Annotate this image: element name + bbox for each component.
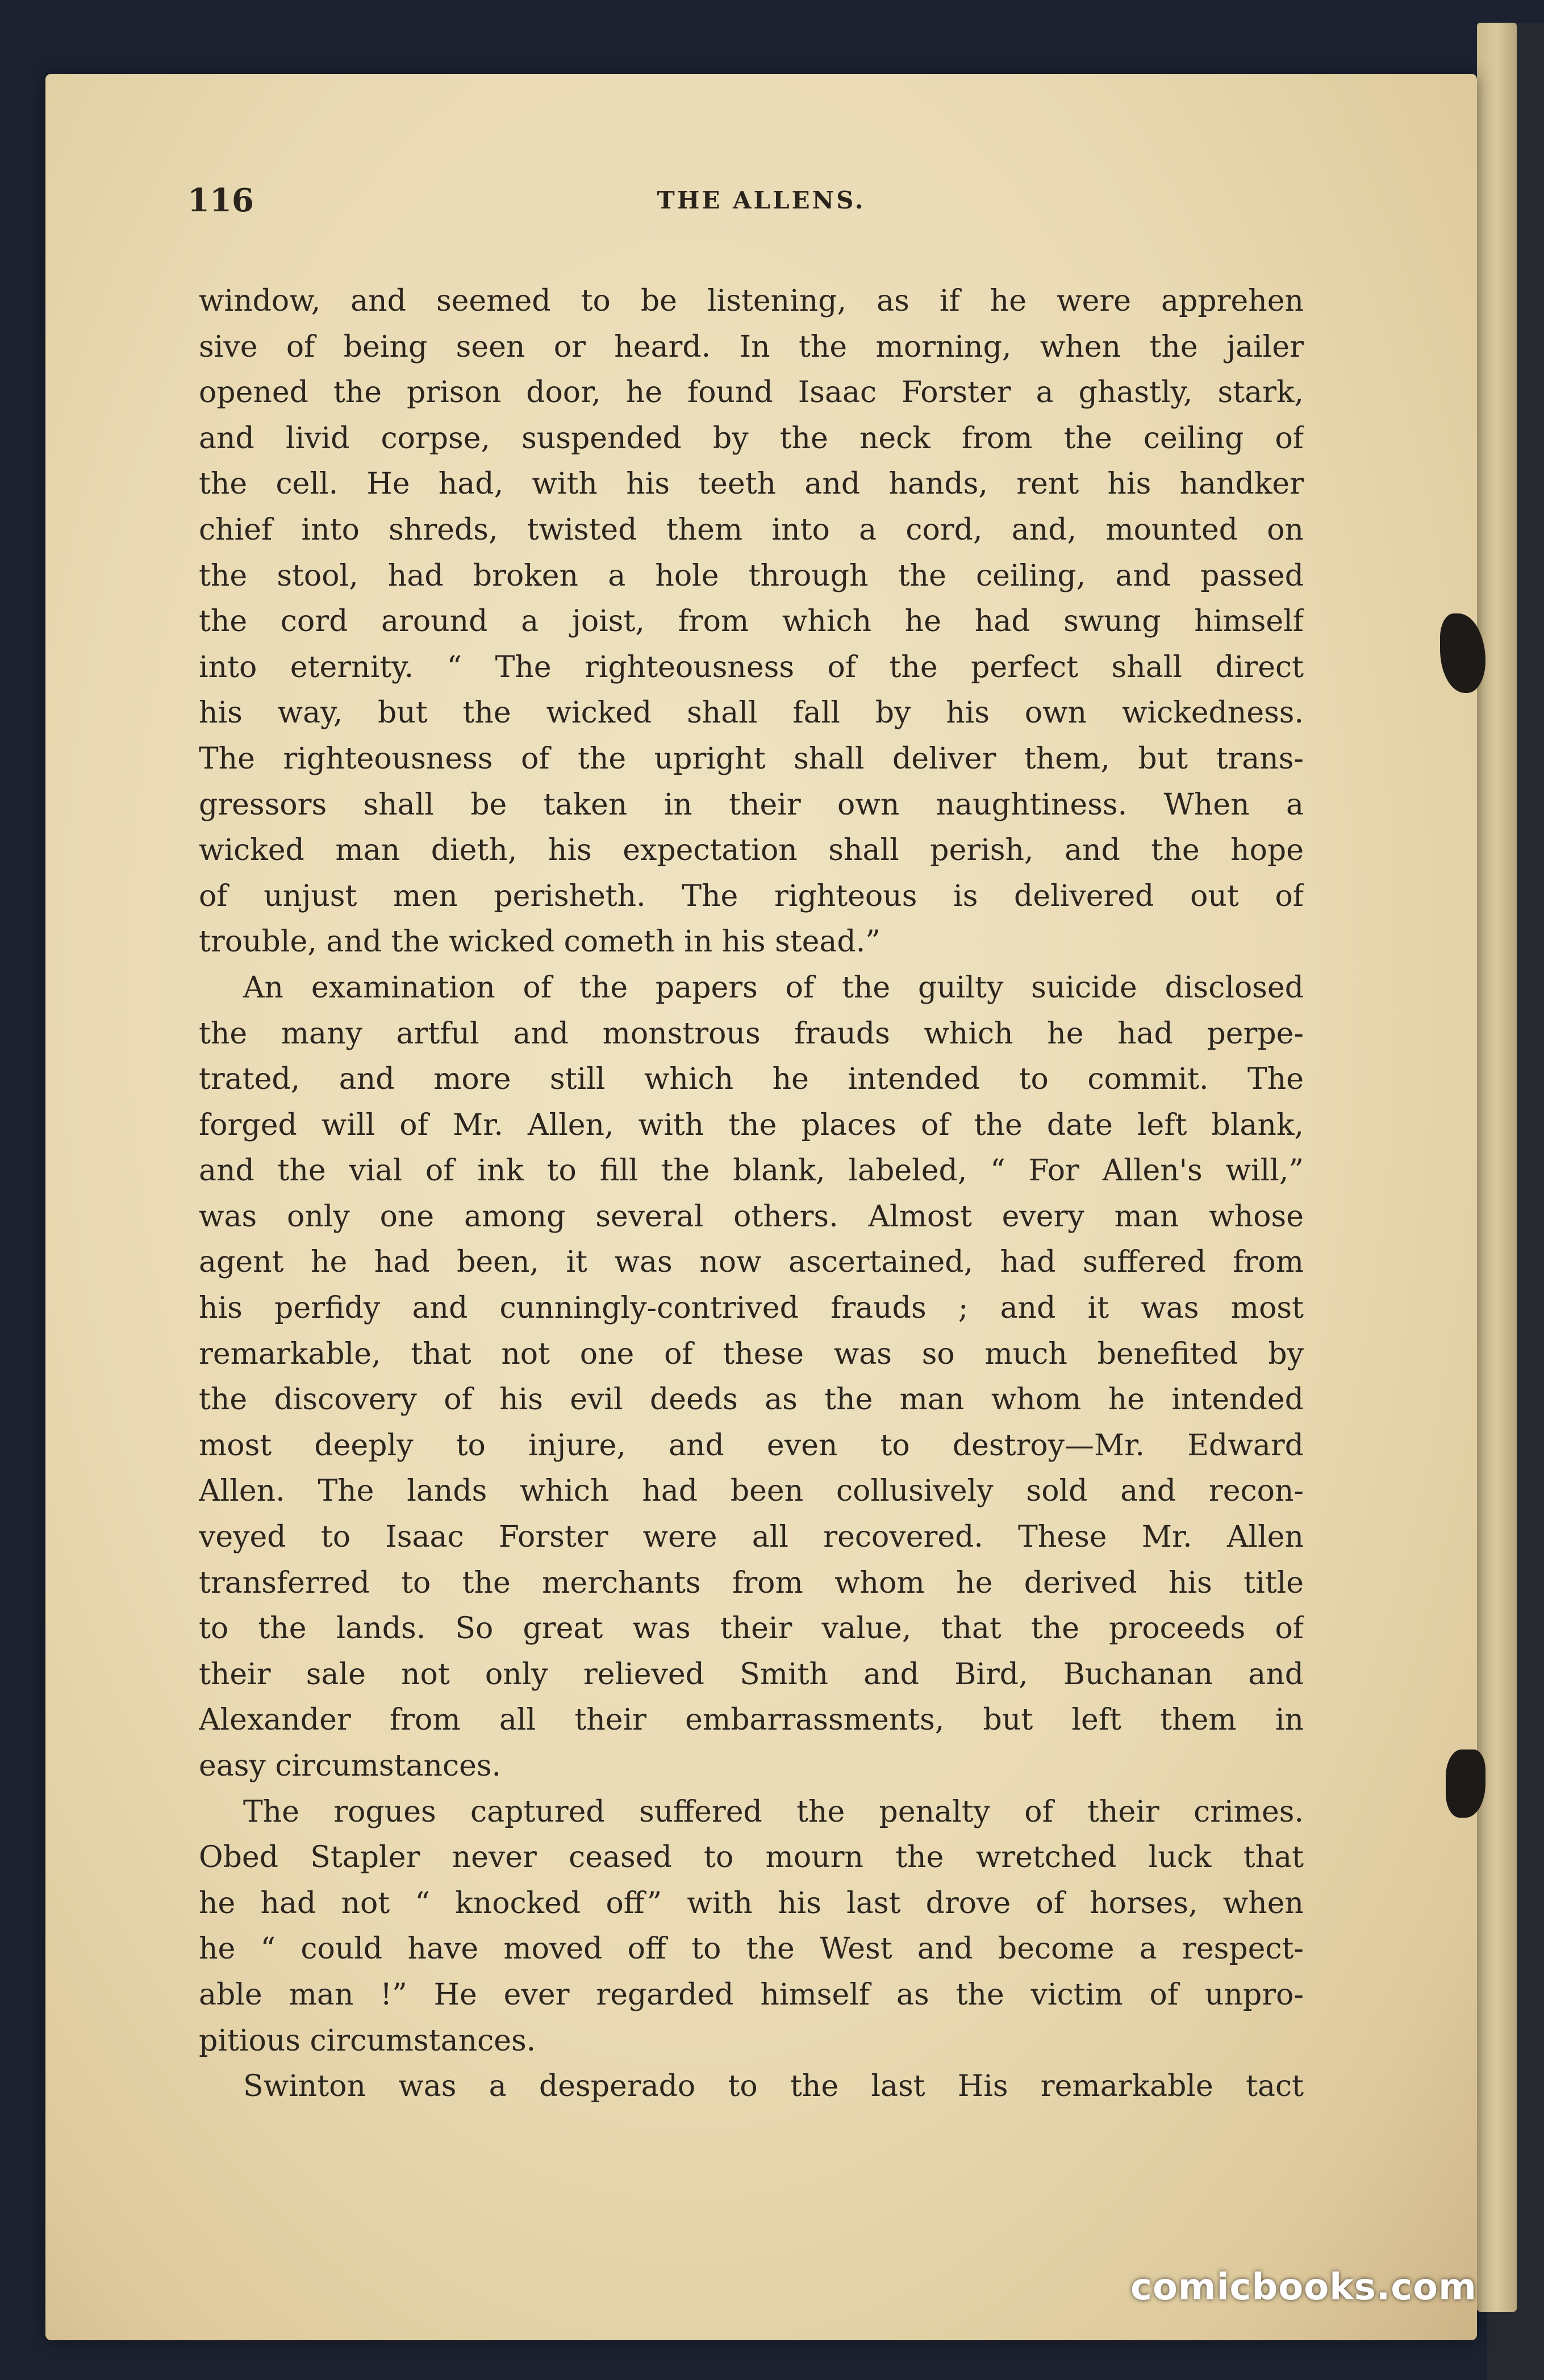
text-line: easy circumstances. bbox=[199, 1749, 502, 1783]
running-title: THE ALLENS. bbox=[657, 186, 866, 214]
text-line: trouble, and the wicked cometh in his stead.” bbox=[199, 925, 881, 959]
page-number: 116 bbox=[187, 182, 254, 219]
text-line: chief into shreds, twisted them into a cord, and, mounted on bbox=[199, 512, 1304, 547]
text-line: sive of being seen or heard. In the morning, when the jailer bbox=[199, 329, 1304, 364]
paragraph-start-line: The rogues captured suffered the penalty of their crimes. bbox=[243, 1794, 1304, 1829]
text-line: their sale not only relieved Smith and Bird, Buchanan and bbox=[199, 1657, 1304, 1692]
text-line: opened the prison door, he found Isaac Forster a ghastly, stark, bbox=[199, 375, 1304, 410]
source-watermark: comicbooks.com bbox=[1130, 2266, 1477, 2308]
page-body bbox=[199, 278, 1304, 2110]
text-line: able man !” He ever regarded himself as the victim of unpro- bbox=[199, 1977, 1304, 2012]
text-line: Obed Stapler never ceased to mourn the wretched luck that bbox=[199, 1840, 1304, 1875]
text-line: the stool, had broken a hole through the ceiling, and passed bbox=[199, 558, 1304, 593]
paragraph-start-line: An examination of the papers of the guilty suicide disclosed bbox=[243, 970, 1304, 1005]
text-line: was only one among several others. Almost every man whose bbox=[199, 1199, 1304, 1234]
text-line: he had not “ knocked off” with his last drove of horses, when bbox=[199, 1886, 1304, 1920]
text-line: Allen. The lands which had been collusively sold and recon- bbox=[199, 1474, 1304, 1509]
text-line: agent he had been, it was now ascertained, had suffered from bbox=[199, 1245, 1304, 1280]
page-edge-tear bbox=[1446, 1749, 1485, 1818]
page-header bbox=[45, 182, 1477, 227]
text-line: the discovery of his evil deeds as the man whom he intended bbox=[199, 1383, 1304, 1417]
next-page-edge bbox=[1477, 23, 1517, 2312]
text-line: gressors shall be taken in their own naughtiness. When a bbox=[199, 787, 1304, 822]
text-line: window, and seemed to be listening, as if he were apprehen bbox=[199, 284, 1304, 318]
text-line: The righteousness of the upright shall deliver them, but trans- bbox=[199, 741, 1304, 776]
text-line: transferred to the merchants from whom he derived his title bbox=[199, 1565, 1304, 1600]
text-line: to the lands. So great was their value, that the proceeds of bbox=[199, 1611, 1304, 1646]
text-line: pitious circumstances. bbox=[199, 2023, 536, 2058]
text-line: his way, but the wicked shall fall by his own wickedness. bbox=[199, 696, 1304, 730]
text-line: and the vial of ink to fill the blank, labeled, “ For Allen's will,” bbox=[199, 1154, 1304, 1188]
text-line: most deeply to injure, and even to destroy—Mr. Edward bbox=[199, 1428, 1304, 1463]
text-line: into eternity. “ The righteousness of the perfect shall direct bbox=[199, 650, 1304, 684]
text-line: Alexander from all their embarrassments, but left them in bbox=[199, 1703, 1304, 1738]
text-line: the cell. He had, with his teeth and hands, rent his handker bbox=[199, 467, 1304, 502]
text-line: forged will of Mr. Allen, with the places of the date left blank, bbox=[199, 1108, 1304, 1142]
text-line: trated, and more still which he intended to commit. The bbox=[199, 1062, 1304, 1097]
text-line: he “ could have moved off to the West and become a respect- bbox=[199, 1932, 1304, 1966]
text-line: remarkable, that not one of these was so much benefited by bbox=[199, 1337, 1304, 1371]
text-line: and livid corpse, suspended by the neck from the ceiling of bbox=[199, 421, 1304, 456]
book-page bbox=[45, 74, 1477, 2340]
text-line: his perfidy and cunningly-contrived frauds ; and it was most bbox=[199, 1291, 1304, 1326]
paragraph-start-line: Swinton was a desperado to the last His remarkable tact bbox=[243, 2069, 1304, 2104]
text-line: the many artful and monstrous frauds which he had perpe- bbox=[199, 1016, 1304, 1051]
text-line: wicked man dieth, his expectation shall perish, and the hope bbox=[199, 833, 1304, 868]
text-line: of unjust men perisheth. The righteous is delivered out of bbox=[199, 879, 1304, 913]
text-line: veyed to Isaac Forster were all recovered. These Mr. Allen bbox=[199, 1520, 1304, 1555]
text-line: the cord around a joist, from which he had swung himself bbox=[199, 604, 1304, 639]
